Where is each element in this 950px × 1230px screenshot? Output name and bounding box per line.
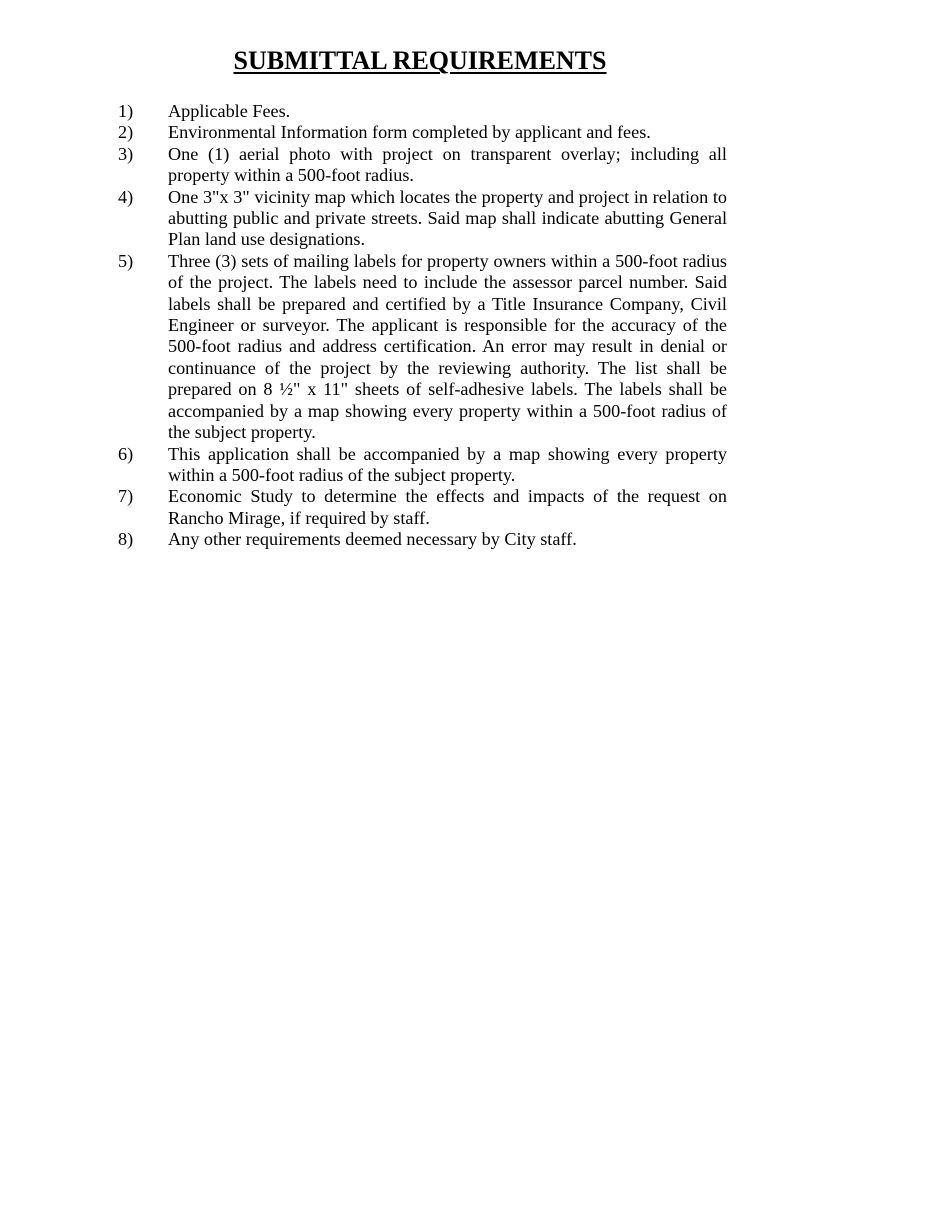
item-number: 2) <box>118 122 134 143</box>
item-number: 6) <box>118 443 134 464</box>
item-text: Environmental Information form completed by applicant and fees. <box>168 122 651 143</box>
item-number: 1) <box>118 101 134 121</box>
item-text: Any other requirements deemed necessary by City staff. <box>168 529 577 550</box>
list-item <box>118 251 727 444</box>
item-text: One 3"x 3" vicinity map which locates the property and project in relation to abutting public and private streets. Said map shall indicate abutting General Plan land use designations. <box>168 186 727 250</box>
item-number: 8) <box>118 529 134 550</box>
item-number: 5) <box>118 250 134 271</box>
item-text: Applicable Fees. <box>168 101 291 121</box>
requirements-list <box>118 101 727 551</box>
list-item <box>118 529 727 550</box>
list-item <box>118 122 727 143</box>
list-item <box>118 144 727 187</box>
list-item <box>118 101 727 122</box>
list-item <box>118 486 727 529</box>
item-number: 7) <box>118 486 134 507</box>
item-text: This application shall be accompanied by a map showing every property within a 500-foot radius of the subject property. <box>168 443 727 485</box>
item-text: One (1) aerial photo with project on transparent overlay; including all property within a 500-foot radius. <box>168 143 727 186</box>
page-title: SUBMITTAL REQUIREMENTS <box>233 46 607 75</box>
list-item <box>118 444 727 487</box>
item-number: 3) <box>118 143 134 164</box>
list-item <box>118 187 727 251</box>
item-text: Three (3) sets of mailing labels for property owners within a 500-foot radius of the project. The labels need to include the assessor parcel number. Said labels shall be prepared and certified by a Title Insurance Company, Civil Engineer or surveyor. The applicant is responsible for the accuracy of the 500-foot radius and address certification. An error may result in denial or continuance of the project by the reviewing authority. The list shall be prepared on 8 ½" x 11" sheets of self-adhesive labels. The labels shall be accompanied by a map showing every property within a 500-foot radius of the subject property. <box>168 250 727 443</box>
item-number: 4) <box>118 186 134 207</box>
item-text: Economic Study to determine the effects and impacts of the request on Rancho Mirage, if required by staff. <box>168 486 727 528</box>
